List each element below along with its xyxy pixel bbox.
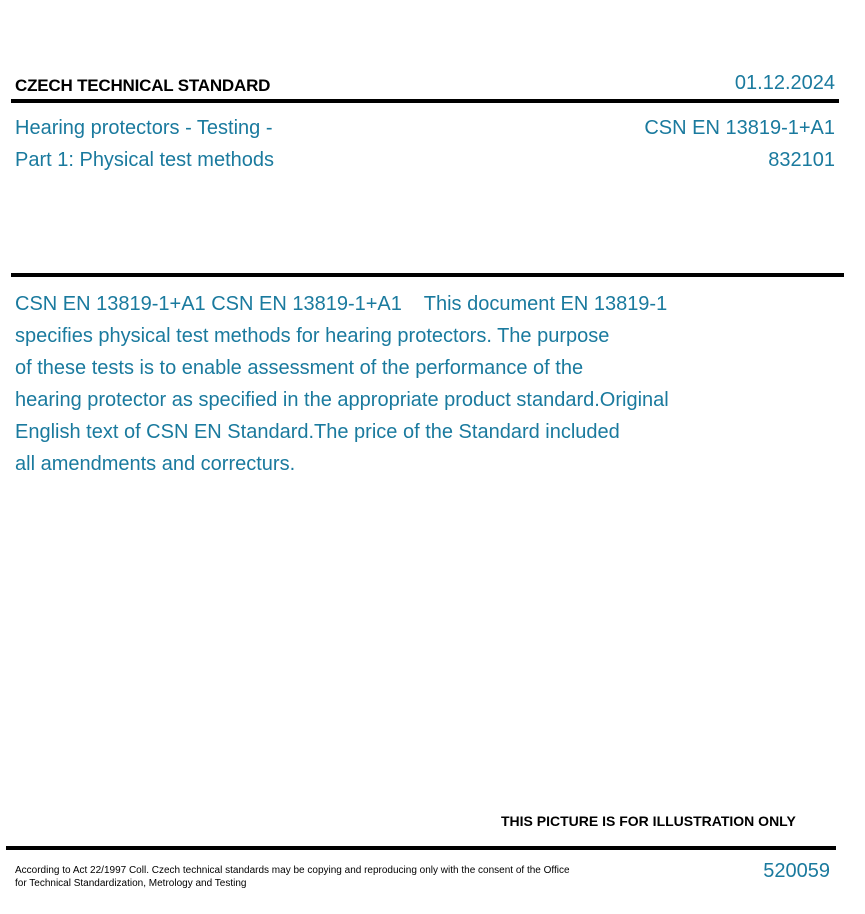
document-description: [15, 288, 775, 480]
classification-code: 832101: [768, 149, 835, 171]
description-line: English text of CSN EN Standard.The price of the Standard included: [15, 421, 620, 443]
publication-date: 01.12.2024: [734, 72, 835, 94]
standard-id: CSN EN 13819-1+A1: [644, 117, 835, 139]
title-line-1: Hearing protectors - Testing -: [15, 117, 273, 139]
legal-line-2: for Technical Standardization, Metrology and Testing: [15, 878, 247, 889]
product-code: 520059: [763, 860, 830, 882]
description-line: of these tests is to enable assessment of the performance of the: [15, 357, 584, 379]
body-divider: [11, 273, 844, 277]
description-line: CSN EN 13819-1+A1 CSN EN 13819-1+A1 This document EN 13819-1: [15, 293, 668, 315]
legal-notice: [15, 864, 615, 890]
header-label: CZECH TECHNICAL STANDARD: [15, 76, 271, 95]
legal-line-1: According to Act 22/1997 Coll. Czech technical standards may be copying and reproducing only with the consent of the Office: [15, 865, 570, 876]
description-line: all amendments and correcturs.: [15, 453, 296, 475]
footer-divider: [6, 846, 836, 850]
header-divider: [11, 99, 839, 103]
illustration-note: THIS PICTURE IS FOR ILLUSTRATION ONLY: [501, 813, 796, 829]
title-line-2: Part 1: Physical test methods: [15, 149, 275, 171]
description-line: hearing protector as specified in the appropriate product standard.Original: [15, 389, 669, 411]
description-line: specifies physical test methods for hearing protectors. The purpose: [15, 325, 610, 347]
